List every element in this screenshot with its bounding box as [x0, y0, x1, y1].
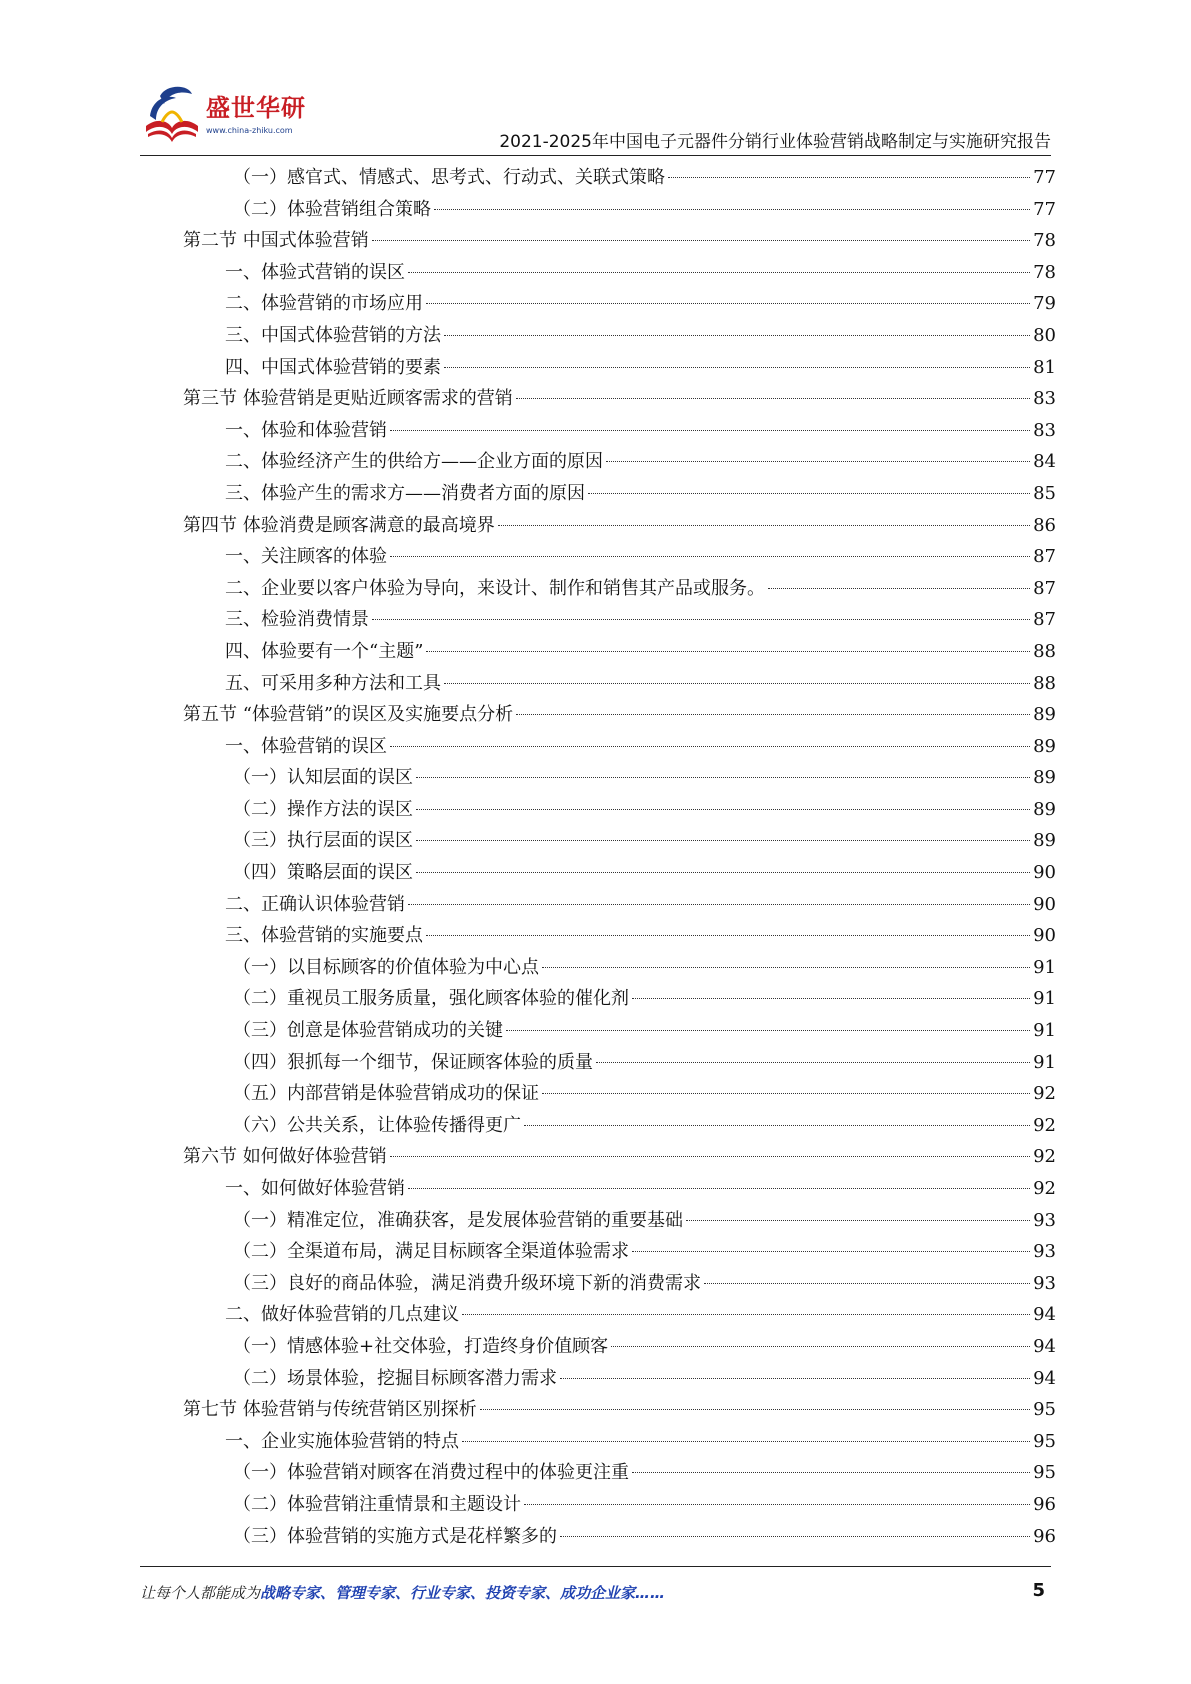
toc-entry-page: 88 [1033, 640, 1056, 662]
toc-entry-title: 第五节 “体验营销”的误区及实施要点分析 [183, 704, 514, 726]
toc-entry-title: （一）以目标顾客的价值体验为中心点 [233, 956, 539, 978]
toc-dot-leader [462, 1314, 1030, 1315]
header-divider [140, 155, 1051, 156]
footer-slogan-lead: 让每个人都能成为 [140, 1584, 261, 1602]
toc-entry-page: 78 [1033, 230, 1056, 252]
toc-dot-leader [524, 1125, 1030, 1126]
logo-url: www.china-zhiku.com [206, 126, 293, 135]
toc-dot-leader [416, 840, 1030, 841]
toc-entry[interactable] [183, 1141, 1056, 1173]
toc-entry-page: 78 [1033, 261, 1056, 283]
toc-entry-title: （一）情感体验+社交体验，打造终身价值顾客 [233, 1335, 609, 1357]
toc-entry[interactable] [183, 699, 1056, 731]
toc-entry[interactable] [183, 1426, 1056, 1458]
toc-entry[interactable] [183, 1457, 1056, 1489]
toc-dot-leader [704, 1283, 1030, 1284]
toc-entry[interactable] [183, 478, 1056, 510]
toc-entry-title: （三）执行层面的误区 [233, 830, 413, 852]
toc-entry-title: （一）感官式、情感式、思考式、行动式、关联式策略 [233, 167, 665, 188]
toc-entry-page: 90 [1033, 925, 1056, 947]
logo-book-icon [140, 82, 204, 146]
toc-entry[interactable] [183, 857, 1056, 889]
toc-dot-leader [372, 240, 1030, 241]
toc-entry-page: 87 [1033, 577, 1056, 599]
toc-entry-title: 二、体验营销的市场应用 [225, 293, 423, 315]
toc-entry-title: （二）全渠道布局，满足目标顾客全渠道体验需求 [233, 1241, 629, 1263]
toc-entry-title: 二、正确认识体验营销 [225, 893, 405, 915]
toc-entry[interactable] [183, 1236, 1056, 1268]
toc-dot-leader [606, 461, 1030, 462]
toc-dot-leader [524, 1504, 1030, 1505]
toc-dot-leader [498, 525, 1030, 526]
toc-entry-page: 93 [1033, 1209, 1056, 1231]
toc-entry[interactable] [183, 983, 1056, 1015]
toc-entry-title: 一、体验营销的误区 [225, 735, 387, 757]
toc-entry-page: 91 [1033, 1051, 1056, 1073]
company-logo [140, 82, 310, 152]
toc-entry[interactable] [183, 510, 1056, 542]
toc-entry[interactable] [183, 446, 1056, 478]
toc-dot-leader [516, 398, 1030, 399]
toc-entry-title: 一、体验和体验营销 [225, 419, 387, 441]
toc-entry-title: （六）公共关系，让体验传播得更广 [233, 1114, 521, 1136]
toc-entry-title: （二）体验营销组合策略 [233, 198, 431, 220]
toc-entry[interactable] [183, 1521, 1056, 1553]
toc-dot-leader [408, 904, 1030, 905]
toc-entry-page: 89 [1033, 767, 1056, 789]
toc-dot-leader [588, 493, 1030, 494]
toc-entry[interactable] [183, 288, 1056, 320]
toc-entry[interactable] [183, 320, 1056, 352]
toc-dot-leader [390, 556, 1030, 557]
toc-dot-leader [632, 1251, 1030, 1252]
toc-entry-page: 93 [1033, 1272, 1056, 1294]
toc-entry[interactable] [183, 889, 1056, 921]
toc-entry-page: 87 [1033, 546, 1056, 568]
toc-entry-page: 85 [1033, 482, 1056, 504]
toc-entry-page: 94 [1033, 1335, 1056, 1357]
toc-entry[interactable] [183, 415, 1056, 447]
toc-entry[interactable] [183, 352, 1056, 384]
toc-entry[interactable] [183, 257, 1056, 289]
toc-dot-leader [542, 1093, 1030, 1094]
toc-entry[interactable] [183, 383, 1056, 415]
toc-dot-leader [390, 746, 1030, 747]
toc-dot-leader [390, 1156, 1030, 1157]
toc-dot-leader [416, 777, 1030, 778]
toc-dot-leader [668, 177, 1030, 178]
toc-entry-title: 二、做好体验营销的几点建议 [225, 1304, 459, 1326]
toc-dot-leader [444, 367, 1030, 368]
toc-entry-page: 96 [1033, 1493, 1056, 1515]
toc-entry[interactable] [183, 194, 1056, 226]
toc-entry[interactable] [183, 1047, 1056, 1079]
toc-entry[interactable] [183, 920, 1056, 952]
toc-entry-title: 第六节 如何做好体验营销 [183, 1146, 387, 1168]
toc-entry-title: （四）策略层面的误区 [233, 862, 413, 884]
toc-entry-page: 95 [1033, 1430, 1056, 1452]
toc-entry[interactable] [183, 952, 1056, 984]
toc-entry-page: 90 [1033, 862, 1056, 884]
toc-entry-page: 77 [1033, 167, 1056, 188]
page-number: 5 [1032, 1580, 1045, 1601]
toc-entry[interactable] [183, 1299, 1056, 1331]
toc-entry[interactable] [183, 1331, 1056, 1363]
toc-dot-leader [611, 1346, 1030, 1347]
toc-dot-leader [372, 619, 1030, 620]
toc-entry-title: 一、关注顾客的体验 [225, 546, 387, 568]
toc-dot-leader [632, 998, 1030, 999]
toc-entry-title: （三）体验营销的实施方式是花样繁多的 [233, 1525, 557, 1547]
toc-entry[interactable] [183, 794, 1056, 826]
toc-entry-title: （二）操作方法的误区 [233, 798, 413, 820]
toc-dot-leader [426, 935, 1030, 936]
toc-entry-title: 二、企业要以客户体验为导向，来设计、制作和销售其产品或服务。 [225, 577, 765, 599]
toc-entry[interactable] [183, 762, 1056, 794]
toc-entry-title: 第二节 中国式体验营销 [183, 230, 369, 252]
toc-entry-title: （一）精准定位，准确获客，是发展体验营销的重要基础 [233, 1209, 683, 1231]
toc-entry-title: （四）狠抓每一个细节，保证顾客体验的质量 [233, 1051, 593, 1073]
toc-entry-page: 91 [1033, 1020, 1056, 1042]
toc-entry-page: 89 [1033, 704, 1056, 726]
toc-entry-title: 四、体验要有一个“主题” [225, 640, 424, 662]
toc-entry[interactable] [183, 541, 1056, 573]
toc-dot-leader [426, 303, 1030, 304]
toc-entry[interactable] [183, 1205, 1056, 1237]
toc-dot-leader [444, 683, 1030, 684]
toc-entry-title: （二）场景体验，挖掘目标顾客潜力需求 [233, 1367, 557, 1389]
toc-entry-title: 第四节 体验消费是顾客满意的最高境界 [183, 514, 495, 536]
toc-entry-page: 79 [1033, 293, 1056, 315]
toc-entry-page: 86 [1033, 514, 1056, 536]
toc-entry[interactable] [183, 825, 1056, 857]
toc-entry-page: 93 [1033, 1241, 1056, 1263]
toc-dot-leader [516, 714, 1030, 715]
toc-entry[interactable] [183, 1394, 1056, 1426]
toc-entry-page: 92 [1033, 1114, 1056, 1136]
toc-entry-title: 一、体验式营销的误区 [225, 261, 405, 283]
toc-entry[interactable] [183, 225, 1056, 257]
toc-dot-leader [434, 209, 1030, 210]
toc-entry-title: 四、中国式体验营销的要素 [225, 356, 441, 378]
footer-slogan-accent: 战略专家、管理专家、行业专家、投资专家、成功企业家…… [260, 1584, 666, 1602]
toc-entry[interactable] [183, 1173, 1056, 1205]
toc-entry-page: 84 [1033, 451, 1056, 473]
toc-entry-title: （一）认知层面的误区 [233, 767, 413, 789]
toc-entry-page: 95 [1033, 1399, 1056, 1421]
toc-entry-page: 81 [1033, 356, 1056, 378]
toc-dot-leader [444, 335, 1030, 336]
toc-entry-page: 80 [1033, 324, 1056, 346]
logo-text: 盛世华研 [206, 94, 306, 122]
toc-dot-leader [408, 272, 1030, 273]
toc-entry[interactable] [183, 731, 1056, 763]
toc-entry-page: 96 [1033, 1525, 1056, 1547]
toc-entry[interactable] [183, 162, 1056, 194]
toc-entry-page: 90 [1033, 893, 1056, 915]
toc-entry-title: 三、体验营销的实施要点 [225, 925, 423, 947]
toc-entry-page: 92 [1033, 1178, 1056, 1199]
toc-entry-title: （三）创意是体验营销成功的关键 [233, 1020, 503, 1042]
toc-dot-leader [462, 1441, 1030, 1442]
toc-dot-leader [408, 1188, 1030, 1189]
toc-entry[interactable] [183, 1268, 1056, 1300]
toc-entry[interactable] [183, 1489, 1056, 1521]
toc-entry-title: （三）良好的商品体验，满足消费升级环境下新的消费需求 [233, 1272, 701, 1294]
toc-entry-title: 二、体验经济产生的供给方——企业方面的原因 [225, 451, 603, 473]
toc-entry-page: 92 [1033, 1083, 1056, 1105]
toc-entry-page: 89 [1033, 830, 1056, 852]
toc-entry-title: 三、中国式体验营销的方法 [225, 324, 441, 346]
toc-entry-page: 92 [1033, 1146, 1056, 1168]
toc-entry-title: 三、体验产生的需求方——消费者方面的原因 [225, 482, 585, 504]
toc-entry-page: 89 [1033, 735, 1056, 757]
toc-dot-leader [596, 1062, 1030, 1063]
toc-entry-title: 第七节 体验营销与传统营销区别探析 [183, 1399, 477, 1421]
toc-dot-leader [416, 809, 1030, 810]
toc-entry-title: 三、检验消费情景 [225, 609, 369, 631]
toc-entry[interactable] [183, 1363, 1056, 1395]
toc-dot-leader [390, 430, 1030, 431]
toc-entry[interactable] [183, 573, 1056, 605]
toc-entry-page: 95 [1033, 1462, 1056, 1484]
toc-dot-leader [560, 1536, 1030, 1537]
toc-entry-page: 77 [1033, 198, 1056, 220]
toc-entry-page: 83 [1033, 388, 1056, 410]
toc-entry[interactable] [183, 1110, 1056, 1142]
table-of-contents [183, 162, 1056, 1552]
toc-entry-page: 94 [1033, 1367, 1056, 1389]
toc-entry-title: （二）重视员工服务质量，强化顾客体验的催化剂 [233, 988, 629, 1010]
toc-entry-title: （一）体验营销对顾客在消费过程中的体验更注重 [233, 1462, 629, 1484]
toc-entry-page: 88 [1033, 672, 1056, 694]
toc-entry-title: 第三节 体验营销是更贴近顾客需求的营销 [183, 388, 513, 410]
toc-entry-title: 五、可采用多种方法和工具 [225, 672, 441, 694]
toc-entry-page: 91 [1033, 956, 1056, 978]
toc-entry-page: 83 [1033, 419, 1056, 441]
toc-entry-page: 89 [1033, 798, 1056, 820]
toc-dot-leader [768, 588, 1030, 589]
toc-dot-leader [542, 967, 1030, 968]
toc-entry[interactable] [183, 1078, 1056, 1110]
toc-dot-leader [686, 1220, 1030, 1221]
toc-entry[interactable] [183, 604, 1056, 636]
toc-entry-title: 一、企业实施体验营销的特点 [225, 1430, 459, 1452]
toc-entry-title: （五）内部营销是体验营销成功的保证 [233, 1083, 539, 1105]
toc-dot-leader [632, 1472, 1030, 1473]
toc-entry-page: 94 [1033, 1304, 1056, 1326]
toc-dot-leader [416, 872, 1030, 873]
toc-dot-leader [506, 1030, 1030, 1031]
toc-entry-title: （二）体验营销注重情景和主题设计 [233, 1493, 521, 1515]
toc-entry[interactable] [183, 636, 1056, 668]
toc-entry-title: 一、如何做好体验营销 [225, 1178, 405, 1199]
toc-dot-leader [426, 651, 1030, 652]
toc-entry[interactable] [183, 1015, 1056, 1047]
toc-entry-page: 87 [1033, 609, 1056, 631]
toc-dot-leader [480, 1409, 1030, 1410]
footer-slogan [140, 1582, 665, 1603]
toc-entry-page: 91 [1033, 988, 1056, 1010]
toc-entry[interactable] [183, 668, 1056, 700]
footer-divider [140, 1566, 1051, 1567]
document-title: 2021-2025年中国电子元器件分销行业体验营销战略制定与实施研究报告 [499, 132, 1051, 152]
toc-dot-leader [560, 1378, 1030, 1379]
